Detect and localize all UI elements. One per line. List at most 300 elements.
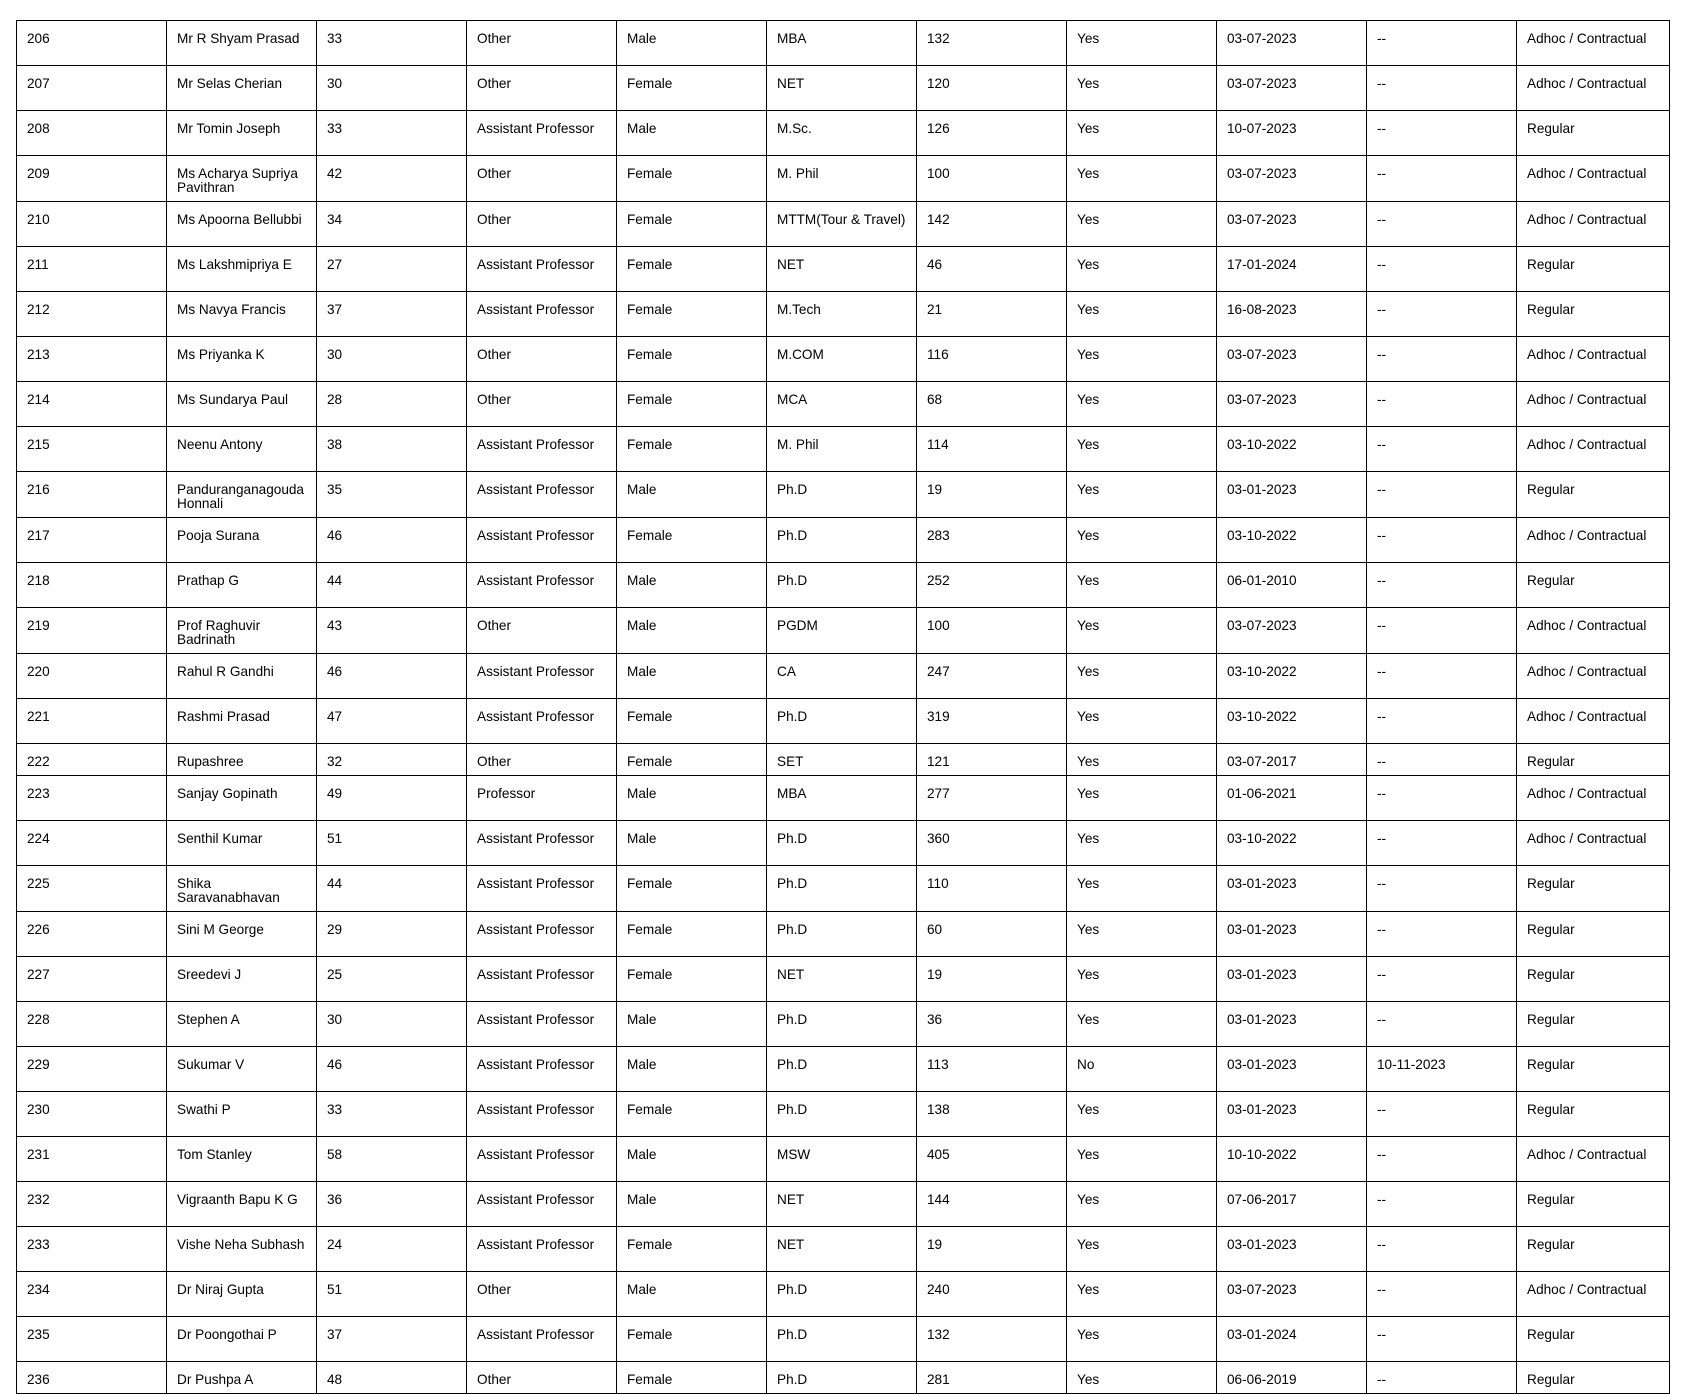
cell-experience: 46 — [917, 247, 1067, 292]
cell-age: 46 — [317, 518, 467, 563]
cell-experience: 142 — [917, 202, 1067, 247]
cell-experience: 68 — [917, 382, 1067, 427]
table-row — [17, 1317, 1670, 1362]
table-row — [17, 654, 1670, 699]
cell-gender: Male — [617, 21, 767, 66]
cell-gender: Female — [617, 292, 767, 337]
cell-nature-of-appointment: Adhoc / Contractual — [1517, 608, 1670, 654]
cell-gender: Female — [617, 66, 767, 111]
table-row — [17, 66, 1670, 111]
cell-joining-date: 03-07-2023 — [1217, 21, 1367, 66]
cell-gender: Female — [617, 744, 767, 776]
cell-experience: 138 — [917, 1092, 1067, 1137]
cell-designation: Assistant Professor — [467, 563, 617, 608]
cell-age: 35 — [317, 472, 467, 518]
cell-nature-of-appointment: Regular — [1517, 1182, 1670, 1227]
cell-sl-no: 212 — [17, 292, 167, 337]
cell-leaving-date: -- — [1367, 1362, 1517, 1394]
cell-age: 27 — [317, 247, 467, 292]
cell-leaving-date: -- — [1367, 654, 1517, 699]
cell-age: 30 — [317, 1002, 467, 1047]
table-row — [17, 563, 1670, 608]
cell-gender: Female — [617, 1362, 767, 1394]
cell-designation: Assistant Professor — [467, 247, 617, 292]
cell-name: Vishe Neha Subhash — [167, 1227, 317, 1272]
cell-designation: Other — [467, 337, 617, 382]
cell-experience: 240 — [917, 1272, 1067, 1317]
cell-sl-no: 214 — [17, 382, 167, 427]
cell-experience: 319 — [917, 699, 1067, 744]
cell-age: 28 — [317, 382, 467, 427]
cell-currently-working: Yes — [1067, 563, 1217, 608]
cell-qualification: NET — [767, 957, 917, 1002]
cell-currently-working: Yes — [1067, 912, 1217, 957]
cell-joining-date: 03-10-2022 — [1217, 654, 1367, 699]
cell-nature-of-appointment: Regular — [1517, 292, 1670, 337]
cell-age: 51 — [317, 821, 467, 866]
table-row — [17, 1227, 1670, 1272]
cell-leaving-date: -- — [1367, 699, 1517, 744]
cell-sl-no: 211 — [17, 247, 167, 292]
cell-nature-of-appointment: Regular — [1517, 111, 1670, 156]
cell-qualification: SET — [767, 744, 917, 776]
cell-joining-date: 03-01-2023 — [1217, 912, 1367, 957]
cell-gender: Male — [617, 654, 767, 699]
cell-designation: Assistant Professor — [467, 1137, 617, 1182]
cell-name: Ms Apoorna Bellubbi — [167, 202, 317, 247]
cell-joining-date: 03-01-2024 — [1217, 1317, 1367, 1362]
cell-joining-date: 03-10-2022 — [1217, 518, 1367, 563]
cell-sl-no: 218 — [17, 563, 167, 608]
cell-experience: 252 — [917, 563, 1067, 608]
cell-sl-no: 217 — [17, 518, 167, 563]
cell-joining-date: 17-01-2024 — [1217, 247, 1367, 292]
cell-sl-no: 229 — [17, 1047, 167, 1092]
cell-designation: Assistant Professor — [467, 518, 617, 563]
faculty-table — [16, 20, 1670, 1394]
cell-designation: Professor — [467, 776, 617, 821]
cell-nature-of-appointment: Adhoc / Contractual — [1517, 821, 1670, 866]
table-row — [17, 912, 1670, 957]
cell-qualification: M. Phil — [767, 427, 917, 472]
cell-gender: Male — [617, 1047, 767, 1092]
cell-currently-working: Yes — [1067, 1227, 1217, 1272]
table-row — [17, 1137, 1670, 1182]
cell-gender: Female — [617, 699, 767, 744]
cell-sl-no: 225 — [17, 866, 167, 912]
cell-gender: Male — [617, 1002, 767, 1047]
table-row — [17, 518, 1670, 563]
cell-designation: Assistant Professor — [467, 111, 617, 156]
cell-sl-no: 209 — [17, 156, 167, 202]
cell-experience: 283 — [917, 518, 1067, 563]
cell-nature-of-appointment: Adhoc / Contractual — [1517, 1137, 1670, 1182]
cell-gender: Male — [617, 821, 767, 866]
cell-joining-date: 03-01-2023 — [1217, 472, 1367, 518]
cell-currently-working: Yes — [1067, 1317, 1217, 1362]
table-row — [17, 821, 1670, 866]
cell-sl-no: 220 — [17, 654, 167, 699]
cell-nature-of-appointment: Adhoc / Contractual — [1517, 518, 1670, 563]
cell-qualification: Ph.D — [767, 563, 917, 608]
cell-experience: 247 — [917, 654, 1067, 699]
table-row — [17, 337, 1670, 382]
cell-leaving-date: -- — [1367, 1227, 1517, 1272]
cell-designation: Other — [467, 66, 617, 111]
cell-sl-no: 234 — [17, 1272, 167, 1317]
cell-age: 51 — [317, 1272, 467, 1317]
cell-currently-working: Yes — [1067, 292, 1217, 337]
cell-experience: 405 — [917, 1137, 1067, 1182]
cell-qualification: NET — [767, 1227, 917, 1272]
cell-age: 43 — [317, 608, 467, 654]
cell-currently-working: Yes — [1067, 247, 1217, 292]
cell-experience: 281 — [917, 1362, 1067, 1394]
cell-leaving-date: -- — [1367, 866, 1517, 912]
cell-designation: Assistant Professor — [467, 912, 617, 957]
cell-currently-working: Yes — [1067, 156, 1217, 202]
cell-currently-working: Yes — [1067, 66, 1217, 111]
cell-sl-no: 236 — [17, 1362, 167, 1394]
cell-qualification: Ph.D — [767, 699, 917, 744]
cell-age: 34 — [317, 202, 467, 247]
cell-gender: Male — [617, 563, 767, 608]
cell-age: 33 — [317, 21, 467, 66]
cell-nature-of-appointment: Regular — [1517, 912, 1670, 957]
cell-sl-no: 233 — [17, 1227, 167, 1272]
cell-experience: 113 — [917, 1047, 1067, 1092]
cell-name: Rashmi Prasad — [167, 699, 317, 744]
cell-joining-date: 03-10-2022 — [1217, 821, 1367, 866]
cell-designation: Other — [467, 1362, 617, 1394]
cell-leaving-date: -- — [1367, 563, 1517, 608]
cell-joining-date: 03-07-2023 — [1217, 1272, 1367, 1317]
cell-currently-working: Yes — [1067, 957, 1217, 1002]
cell-experience: 114 — [917, 427, 1067, 472]
cell-currently-working: Yes — [1067, 608, 1217, 654]
cell-leaving-date: -- — [1367, 472, 1517, 518]
cell-age: 46 — [317, 654, 467, 699]
cell-joining-date: 03-01-2023 — [1217, 866, 1367, 912]
cell-qualification: Ph.D — [767, 821, 917, 866]
cell-age: 32 — [317, 744, 467, 776]
cell-nature-of-appointment: Adhoc / Contractual — [1517, 699, 1670, 744]
cell-currently-working: Yes — [1067, 1362, 1217, 1394]
cell-currently-working: Yes — [1067, 337, 1217, 382]
cell-leaving-date: -- — [1367, 427, 1517, 472]
cell-name: Ms Navya Francis — [167, 292, 317, 337]
cell-experience: 277 — [917, 776, 1067, 821]
cell-age: 44 — [317, 563, 467, 608]
table-row — [17, 292, 1670, 337]
cell-sl-no: 207 — [17, 66, 167, 111]
cell-name: Dr Niraj Gupta — [167, 1272, 317, 1317]
cell-age: 36 — [317, 1182, 467, 1227]
cell-qualification: Ph.D — [767, 1272, 917, 1317]
cell-name: Sanjay Gopinath — [167, 776, 317, 821]
cell-nature-of-appointment: Adhoc / Contractual — [1517, 776, 1670, 821]
cell-gender: Female — [617, 247, 767, 292]
cell-qualification: NET — [767, 247, 917, 292]
cell-nature-of-appointment: Adhoc / Contractual — [1517, 156, 1670, 202]
cell-name: Panduranganagouda Honnali — [167, 472, 317, 518]
cell-designation: Assistant Professor — [467, 866, 617, 912]
cell-sl-no: 231 — [17, 1137, 167, 1182]
table-row — [17, 744, 1670, 776]
cell-experience: 126 — [917, 111, 1067, 156]
cell-experience: 36 — [917, 1002, 1067, 1047]
cell-sl-no: 206 — [17, 21, 167, 66]
cell-designation: Other — [467, 156, 617, 202]
cell-gender: Male — [617, 1272, 767, 1317]
cell-designation: Assistant Professor — [467, 699, 617, 744]
cell-designation: Other — [467, 382, 617, 427]
cell-experience: 116 — [917, 337, 1067, 382]
table-row — [17, 1362, 1670, 1394]
cell-joining-date: 03-01-2023 — [1217, 1092, 1367, 1137]
cell-designation: Assistant Professor — [467, 1002, 617, 1047]
cell-nature-of-appointment: Regular — [1517, 1092, 1670, 1137]
cell-leaving-date: -- — [1367, 518, 1517, 563]
cell-nature-of-appointment: Adhoc / Contractual — [1517, 1272, 1670, 1317]
cell-sl-no: 223 — [17, 776, 167, 821]
cell-age: 47 — [317, 699, 467, 744]
cell-name: Vigraanth Bapu K G — [167, 1182, 317, 1227]
cell-name: Pooja Surana — [167, 518, 317, 563]
cell-age: 44 — [317, 866, 467, 912]
table-row — [17, 202, 1670, 247]
cell-currently-working: Yes — [1067, 21, 1217, 66]
cell-leaving-date: -- — [1367, 1272, 1517, 1317]
table-row — [17, 472, 1670, 518]
cell-name: Prof Raghuvir Badrinath — [167, 608, 317, 654]
table-row — [17, 21, 1670, 66]
cell-name: Swathi P — [167, 1092, 317, 1137]
cell-currently-working: Yes — [1067, 382, 1217, 427]
cell-joining-date: 03-07-2023 — [1217, 66, 1367, 111]
cell-experience: 110 — [917, 866, 1067, 912]
cell-sl-no: 230 — [17, 1092, 167, 1137]
cell-age: 33 — [317, 1092, 467, 1137]
cell-currently-working: Yes — [1067, 776, 1217, 821]
cell-joining-date: 03-07-2023 — [1217, 156, 1367, 202]
cell-leaving-date: -- — [1367, 21, 1517, 66]
cell-currently-working: Yes — [1067, 1092, 1217, 1137]
cell-name: Neenu Antony — [167, 427, 317, 472]
cell-designation: Other — [467, 744, 617, 776]
cell-sl-no: 226 — [17, 912, 167, 957]
cell-name: Mr Tomin Joseph — [167, 111, 317, 156]
cell-gender: Female — [617, 382, 767, 427]
cell-designation: Assistant Professor — [467, 472, 617, 518]
cell-nature-of-appointment: Adhoc / Contractual — [1517, 654, 1670, 699]
cell-leaving-date: -- — [1367, 608, 1517, 654]
cell-sl-no: 216 — [17, 472, 167, 518]
faculty-table-body — [17, 21, 1670, 1394]
cell-leaving-date: -- — [1367, 247, 1517, 292]
cell-sl-no: 221 — [17, 699, 167, 744]
cell-currently-working: Yes — [1067, 654, 1217, 699]
cell-designation: Assistant Professor — [467, 957, 617, 1002]
cell-qualification: MBA — [767, 21, 917, 66]
cell-qualification: MCA — [767, 382, 917, 427]
cell-qualification: MSW — [767, 1137, 917, 1182]
cell-gender: Female — [617, 957, 767, 1002]
cell-nature-of-appointment: Adhoc / Contractual — [1517, 427, 1670, 472]
cell-currently-working: Yes — [1067, 1182, 1217, 1227]
cell-leaving-date: -- — [1367, 776, 1517, 821]
cell-leaving-date: -- — [1367, 202, 1517, 247]
cell-name: Senthil Kumar — [167, 821, 317, 866]
cell-age: 33 — [317, 111, 467, 156]
cell-qualification: Ph.D — [767, 866, 917, 912]
cell-nature-of-appointment: Regular — [1517, 866, 1670, 912]
cell-joining-date: 03-01-2023 — [1217, 1227, 1367, 1272]
cell-joining-date: 03-07-2023 — [1217, 202, 1367, 247]
cell-designation: Assistant Professor — [467, 821, 617, 866]
cell-designation: Assistant Professor — [467, 654, 617, 699]
cell-name: Dr Poongothai P — [167, 1317, 317, 1362]
cell-nature-of-appointment: Regular — [1517, 1002, 1670, 1047]
cell-leaving-date: -- — [1367, 1002, 1517, 1047]
cell-gender: Female — [617, 1092, 767, 1137]
cell-currently-working: Yes — [1067, 699, 1217, 744]
cell-gender: Female — [617, 1317, 767, 1362]
cell-leaving-date: -- — [1367, 957, 1517, 1002]
table-row — [17, 427, 1670, 472]
cell-currently-working: Yes — [1067, 866, 1217, 912]
cell-experience: 144 — [917, 1182, 1067, 1227]
cell-gender: Female — [617, 156, 767, 202]
cell-currently-working: Yes — [1067, 518, 1217, 563]
cell-name: Mr R Shyam Prasad — [167, 21, 317, 66]
cell-leaving-date: -- — [1367, 1182, 1517, 1227]
cell-qualification: MTTM(Tour & Travel) — [767, 202, 917, 247]
cell-currently-working: Yes — [1067, 202, 1217, 247]
cell-experience: 100 — [917, 608, 1067, 654]
cell-gender: Male — [617, 776, 767, 821]
cell-gender: Female — [617, 202, 767, 247]
cell-nature-of-appointment: Adhoc / Contractual — [1517, 382, 1670, 427]
cell-sl-no: 208 — [17, 111, 167, 156]
cell-sl-no: 210 — [17, 202, 167, 247]
cell-qualification: M.COM — [767, 337, 917, 382]
cell-name: Sreedevi J — [167, 957, 317, 1002]
cell-joining-date: 16-08-2023 — [1217, 292, 1367, 337]
cell-age: 48 — [317, 1362, 467, 1394]
cell-joining-date: 03-07-2023 — [1217, 382, 1367, 427]
cell-leaving-date: -- — [1367, 337, 1517, 382]
cell-joining-date: 10-07-2023 — [1217, 111, 1367, 156]
cell-leaving-date: -- — [1367, 912, 1517, 957]
table-row — [17, 866, 1670, 912]
cell-designation: Assistant Professor — [467, 427, 617, 472]
cell-experience: 21 — [917, 292, 1067, 337]
cell-gender: Female — [617, 427, 767, 472]
cell-joining-date: 03-01-2023 — [1217, 1047, 1367, 1092]
cell-nature-of-appointment: Regular — [1517, 1362, 1670, 1394]
cell-leaving-date: -- — [1367, 821, 1517, 866]
cell-experience: 121 — [917, 744, 1067, 776]
cell-currently-working: Yes — [1067, 821, 1217, 866]
table-row — [17, 1272, 1670, 1317]
cell-qualification: Ph.D — [767, 518, 917, 563]
cell-joining-date: 06-01-2010 — [1217, 563, 1367, 608]
cell-experience: 360 — [917, 821, 1067, 866]
cell-designation: Other — [467, 608, 617, 654]
faculty-table-container — [16, 20, 1670, 1394]
cell-gender: Male — [617, 472, 767, 518]
cell-leaving-date: -- — [1367, 66, 1517, 111]
cell-designation: Assistant Professor — [467, 1317, 617, 1362]
cell-qualification: Ph.D — [767, 1092, 917, 1137]
cell-name: Mr Selas Cherian — [167, 66, 317, 111]
cell-sl-no: 215 — [17, 427, 167, 472]
table-row — [17, 1182, 1670, 1227]
cell-leaving-date: -- — [1367, 1137, 1517, 1182]
cell-name: Tom Stanley — [167, 1137, 317, 1182]
cell-leaving-date: -- — [1367, 111, 1517, 156]
cell-nature-of-appointment: Regular — [1517, 1317, 1670, 1362]
cell-nature-of-appointment: Regular — [1517, 563, 1670, 608]
cell-sl-no: 213 — [17, 337, 167, 382]
cell-joining-date: 03-07-2017 — [1217, 744, 1367, 776]
cell-name: Dr Pushpa A — [167, 1362, 317, 1394]
cell-age: 42 — [317, 156, 467, 202]
cell-currently-working: Yes — [1067, 1002, 1217, 1047]
cell-age: 37 — [317, 292, 467, 337]
cell-age: 46 — [317, 1047, 467, 1092]
table-row — [17, 382, 1670, 427]
cell-qualification: NET — [767, 66, 917, 111]
cell-joining-date: 03-01-2023 — [1217, 957, 1367, 1002]
cell-age: 58 — [317, 1137, 467, 1182]
cell-designation: Assistant Professor — [467, 1047, 617, 1092]
cell-age: 24 — [317, 1227, 467, 1272]
cell-experience: 19 — [917, 1227, 1067, 1272]
cell-joining-date: 06-06-2019 — [1217, 1362, 1367, 1394]
cell-qualification: M.Tech — [767, 292, 917, 337]
cell-experience: 19 — [917, 472, 1067, 518]
cell-qualification: PGDM — [767, 608, 917, 654]
cell-qualification: MBA — [767, 776, 917, 821]
cell-currently-working: Yes — [1067, 744, 1217, 776]
cell-designation: Assistant Professor — [467, 292, 617, 337]
cell-age: 30 — [317, 337, 467, 382]
cell-nature-of-appointment: Adhoc / Contractual — [1517, 202, 1670, 247]
cell-currently-working: Yes — [1067, 1137, 1217, 1182]
cell-joining-date: 07-06-2017 — [1217, 1182, 1367, 1227]
cell-currently-working: Yes — [1067, 1272, 1217, 1317]
cell-age: 49 — [317, 776, 467, 821]
table-row — [17, 1002, 1670, 1047]
cell-experience: 60 — [917, 912, 1067, 957]
cell-name: Rupashree — [167, 744, 317, 776]
table-row — [17, 957, 1670, 1002]
table-row — [17, 111, 1670, 156]
cell-gender: Female — [617, 866, 767, 912]
cell-designation: Other — [467, 1272, 617, 1317]
cell-joining-date: 03-01-2023 — [1217, 1002, 1367, 1047]
cell-name: Stephen A — [167, 1002, 317, 1047]
table-row — [17, 699, 1670, 744]
cell-nature-of-appointment: Regular — [1517, 744, 1670, 776]
cell-gender: Female — [617, 1227, 767, 1272]
cell-qualification: M. Phil — [767, 156, 917, 202]
cell-leaving-date: -- — [1367, 382, 1517, 427]
cell-nature-of-appointment: Adhoc / Contractual — [1517, 66, 1670, 111]
table-row — [17, 608, 1670, 654]
